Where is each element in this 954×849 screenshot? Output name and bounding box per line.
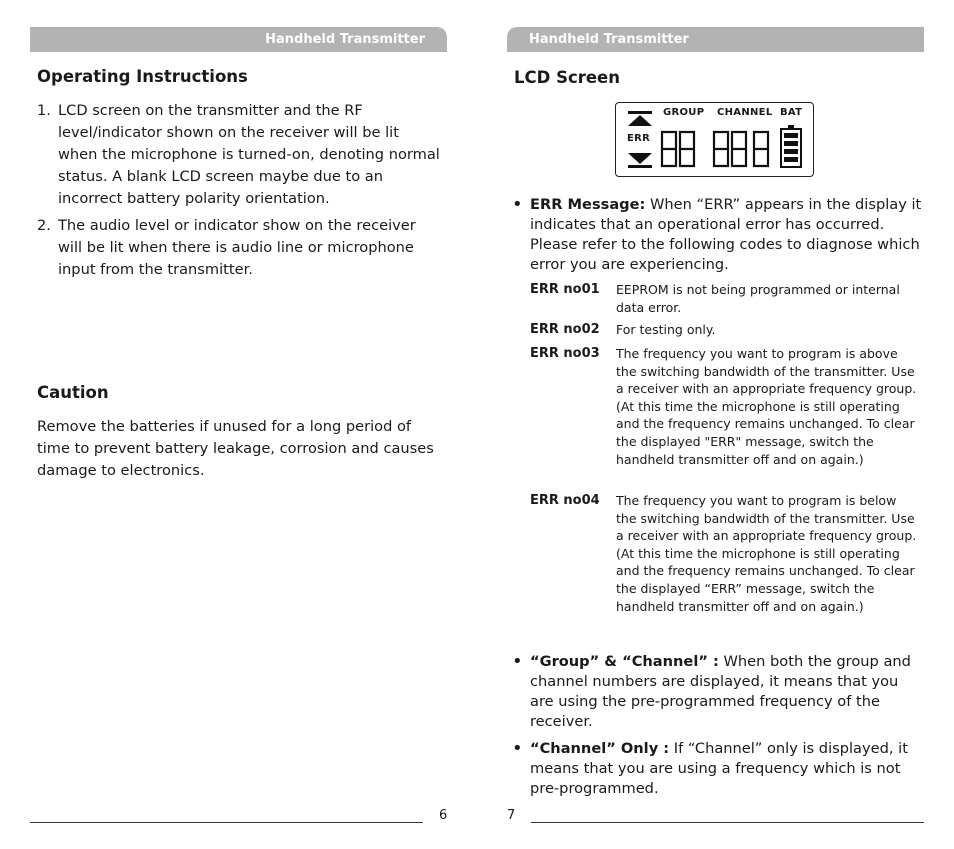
battery-icon [781,125,801,167]
error-code-row: ERR no01 EEPROM is not being programmed or internal data error. [530,282,900,315]
lcd-display-illustration [615,102,814,177]
digit-4 [732,132,746,166]
list-item: 1. LCD screen on the transmitter and the RF level/indicator shown on the receiver will be lit when the microphone is turned-on, denoting normal status. A blank LCD screen maybe due to an incorrect battery polarity orientation. [37,102,440,207]
digit-2 [680,132,694,166]
left-page-header: Handheld Transmitter [30,27,447,52]
up-arrow-bar-icon [628,111,652,114]
footer-rule-right [531,822,924,823]
down-arrow-icon [628,153,652,164]
footer-rule-left [30,822,423,823]
up-arrow-icon [628,115,652,126]
caution-title: Caution [37,383,109,402]
lcd-group-label: GROUP [663,107,705,118]
list-item: 2. The audio level or indicator show on the receiver will be lit when there is audio line or microphone input from the transmitter. [37,217,416,278]
lcd-bat-label: BAT [780,107,803,118]
down-arrow-bar-icon [628,165,652,168]
error-code-row: ERR no03 The frequency you want to program is above the switching bandwidth of the transmitter. Use a receiver with an appropriate frequency group. (At this time the microphone is still operating and the frequency remains unchanged. To clear the displayed "ERR" message, switch the handheld transmitter off and on again.) [530,346,917,467]
segment-digits [662,132,768,166]
page-number-left: 6 [439,808,448,823]
group-channel-bullet: • “Group” & “Channel” : When both the group and channel numbers are displayed, it means that you are using the pre-programmed frequency of the receiver. [512,651,911,730]
page-number-right: 7 [507,808,516,823]
error-code-row: ERR no02 For testing only. [530,322,716,337]
right-page-header: Handheld Transmitter [507,27,924,52]
digit-1 [662,132,676,166]
lcd-screen-title: LCD Screen [514,68,620,87]
digit-5 [754,132,768,166]
instructions-list [37,100,442,286]
operating-instructions-title: Operating Instructions [37,67,248,86]
err-message-bullet: • ERR Message: When “ERR” appears in the display it indicates that an operational error has occurred. Please refer to the following codes to diagnose which error you are experiencing. [512,194,922,273]
lcd-err-label: ERR [627,133,651,144]
lcd-channel-label: CHANNEL [717,107,773,118]
caution-text: Remove the batteries if unused for a long period of time to prevent battery leakage, corrosion and causes damage to electronics. [37,418,434,479]
channel-only-bullet: • “Channel” Only : If “Channel” only is displayed, it means that you are using a frequency which is not pre-programmed. [512,738,908,797]
digit-3 [714,132,728,166]
error-code-row: ERR no04 The frequency you want to program is below the switching bandwidth of the transmitter. Use a receiver with an appropriate frequency group. (At this time the microphone is still operating and the frequency remains unchanged. To clear the displayed “ERR” message, switch the handheld transmitter off and on again.) [530,493,917,614]
